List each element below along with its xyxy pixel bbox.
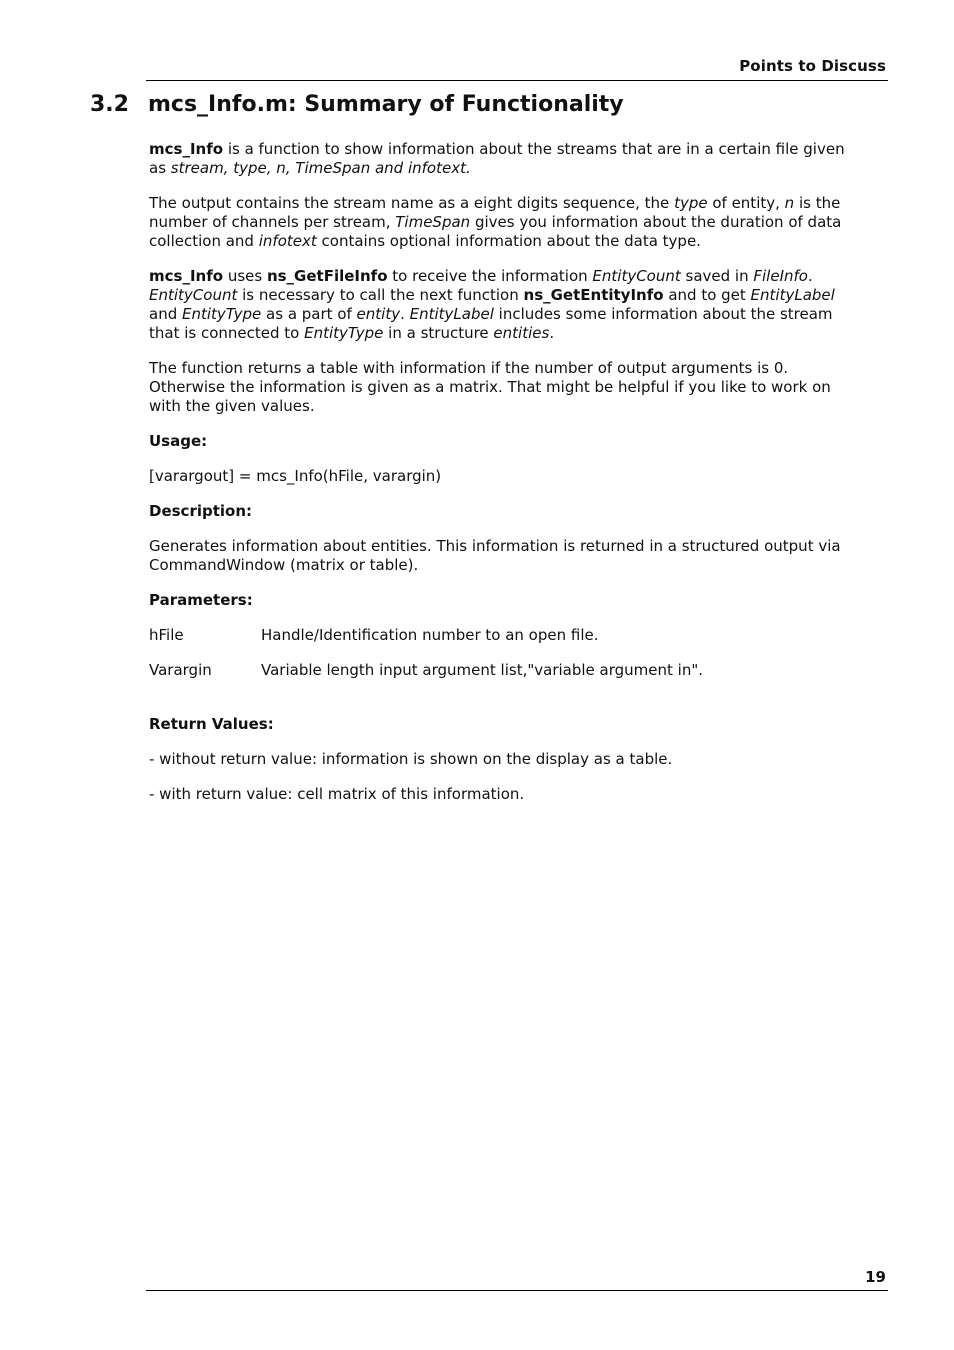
text-run: as a part of	[261, 305, 357, 323]
running-head: Points to Discuss	[739, 57, 886, 75]
usage-code: [varargout] = mcs_Info(hFile, varargin)	[149, 467, 442, 485]
italic-run: entity	[356, 305, 401, 323]
output-paragraph	[149, 194, 849, 251]
usage-label: Usage:	[149, 432, 208, 450]
function-name: mcs_Info	[149, 140, 224, 158]
text-run: is a function to show information about the streams that are in a certain file given as	[149, 140, 845, 177]
italic-run: EntityCount	[149, 286, 238, 304]
italic-run: EntityLabel	[409, 305, 494, 323]
parameter-description: Variable length input argument list,"variable argument in".	[261, 661, 703, 679]
italic-run: type	[674, 194, 708, 212]
italic-run: EntityCount	[592, 267, 681, 285]
footer-rule	[146, 1290, 888, 1291]
text-run: .	[549, 324, 555, 342]
section-title: mcs_Info.m: Summary of Functionality	[148, 92, 624, 117]
text-run: and to get	[663, 286, 751, 304]
parameter-row	[149, 661, 849, 680]
return-paragraph: The function returns a table with information if the number of output arguments is 0. Otherwise the information is given as a matrix. That might be helpful if you like to work on with the given values.	[149, 359, 831, 415]
function-name: ns_GetFileInfo	[266, 267, 388, 285]
text-run: .	[807, 267, 813, 285]
text-run: to receive the information	[387, 267, 593, 285]
italic-run: entities	[493, 324, 550, 342]
body-text	[149, 140, 849, 820]
usage-explanation-paragraph	[149, 267, 849, 343]
italic-run: EntityLabel	[750, 286, 835, 304]
text-run: uses	[223, 267, 267, 285]
parameter-description: Handle/Identification number to an open file.	[261, 626, 599, 644]
parameter-name: Varargin	[149, 661, 212, 679]
parameter-row	[149, 626, 849, 645]
italic-run: EntityType	[304, 324, 384, 342]
section-number: 3.2	[90, 92, 129, 117]
return-value-item: - with return value: cell matrix of this information.	[149, 785, 525, 803]
section-heading	[90, 92, 624, 117]
intro-paragraph	[149, 140, 849, 178]
description-label: Description:	[149, 502, 253, 520]
italic-run: EntityType	[182, 305, 262, 323]
text-run: is necessary to call the next function	[237, 286, 524, 304]
text-run: gives you information about the duration of data collection and	[149, 213, 842, 250]
italic-run: TimeSpan	[395, 213, 471, 231]
text-run: .	[400, 305, 410, 323]
text-run: of entity,	[707, 194, 785, 212]
text-run: The output contains the stream name as a eight digits sequence, the	[149, 194, 675, 212]
return-value-item: - without return value: information is shown on the display as a table.	[149, 750, 673, 768]
page-number: 19	[865, 1268, 886, 1286]
header-rule	[146, 80, 888, 81]
text-run: and	[149, 305, 182, 323]
italic-run: FileInfo	[753, 267, 808, 285]
return-values-label: Return Values:	[149, 715, 274, 733]
function-name: mcs_Info	[149, 267, 224, 285]
text-run: contains optional information about the data type.	[316, 232, 701, 250]
parameters-label: Parameters:	[149, 591, 253, 609]
spacer	[149, 696, 849, 715]
description-text: Generates information about entities. This information is returned in a structured output via CommandWindow (matrix or table).	[149, 537, 841, 574]
function-name: ns_GetEntityInfo	[523, 286, 664, 304]
parameter-name: hFile	[149, 626, 184, 644]
text-run: is the number of channels per stream,	[149, 194, 841, 231]
text-run: saved in	[680, 267, 754, 285]
italic-run: infotext	[258, 232, 317, 250]
text-run: includes some information about the stream that is connected to	[149, 305, 833, 342]
italic-run: stream, type, n, TimeSpan and infotext.	[170, 159, 471, 177]
italic-run: n	[784, 194, 795, 212]
text-run: in a structure	[383, 324, 494, 342]
